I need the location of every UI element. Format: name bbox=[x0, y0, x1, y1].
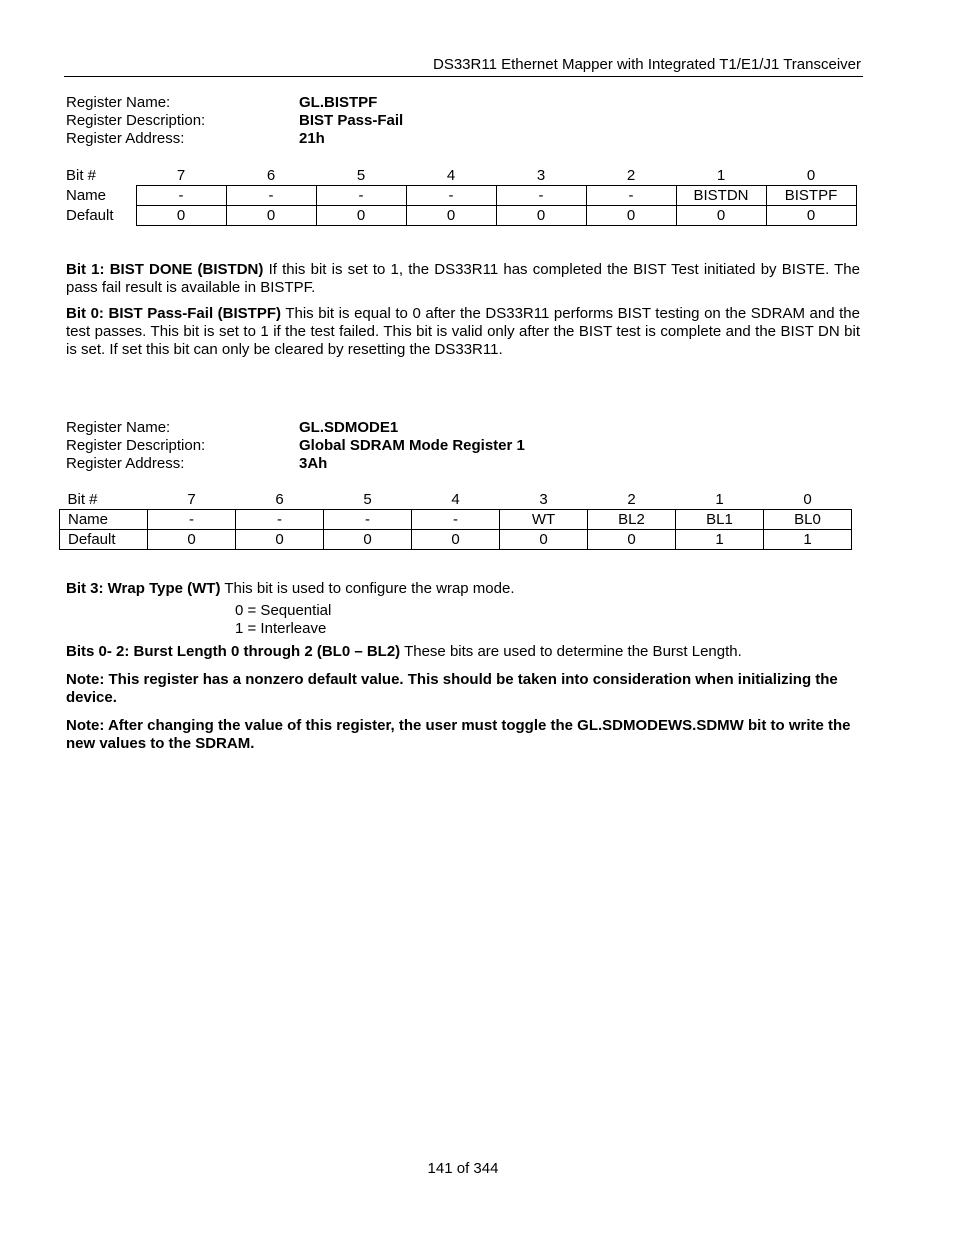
reg2-description-value: Global SDRAM Mode Register 1 bbox=[299, 437, 525, 454]
bit0-title: Bit 0: BIST Pass-Fail (BISTPF) bbox=[66, 305, 282, 322]
bit-name-cell: BISTDN bbox=[676, 186, 766, 206]
reg1-default-row bbox=[64, 206, 856, 226]
header-rule bbox=[64, 76, 863, 77]
reg1-address-label: Register Address: bbox=[66, 130, 185, 147]
bit-default-cell: 0 bbox=[676, 206, 766, 226]
bit-number: 3 bbox=[539, 490, 548, 508]
bit-number: 7 bbox=[176, 166, 186, 184]
bit-number: 5 bbox=[363, 490, 372, 508]
bit3-text: This bit is used to configure the wrap mode. bbox=[220, 580, 515, 597]
reg2-address-value: 3Ah bbox=[299, 455, 328, 472]
bits02-title: Bits 0- 2: Burst Length 0 through 2 (BL0 – BL2) bbox=[66, 643, 401, 660]
bit-number: 0 bbox=[803, 490, 812, 508]
bit-number: 5 bbox=[356, 166, 366, 184]
bit-number: 6 bbox=[266, 166, 276, 184]
note-toggle-sdmw: Note: After changing the value of this register, the user must toggle the GL.SDMODEWS.SDMW bit to write the new values to the SDRAM. bbox=[66, 717, 851, 752]
reg2-bit3-description bbox=[66, 580, 860, 598]
bit-default-cell: 0 bbox=[412, 530, 500, 550]
bit-row-label: Bit # bbox=[66, 166, 97, 184]
reg2-default-row bbox=[60, 530, 852, 550]
bit-default-cell: 0 bbox=[406, 206, 496, 226]
name-row-label: Name bbox=[66, 186, 107, 204]
bit-name-cell: - bbox=[406, 186, 496, 206]
reg2-bit-row bbox=[60, 490, 852, 510]
bit-number: 1 bbox=[715, 490, 724, 508]
bit-name-cell: - bbox=[586, 186, 676, 206]
reg1-description-value: BIST Pass-Fail bbox=[299, 112, 404, 129]
reg1-name-label: Register Name: bbox=[66, 94, 171, 111]
reg1-name-value: GL.BISTPF bbox=[299, 94, 378, 111]
bit-name-cell: BISTPF bbox=[766, 186, 856, 206]
bit-name-cell: BL1 bbox=[676, 510, 764, 530]
bit0-text: This bit is equal to 0 after the DS33R11 performs BIST testing on the SDRAM and the test passes. This bit is set to 1 if the test failed. This bit is valid only after the BIST test is complete and the BIST DN bit is set. If set this bit can only be cleared by resetting the DS33R11. bbox=[66, 305, 860, 358]
reg2-address-label: Register Address: bbox=[66, 455, 185, 472]
reg1-name-row bbox=[64, 186, 856, 206]
reg2-name-label: Register Name: bbox=[66, 419, 171, 436]
bit-name-cell: BL0 bbox=[764, 510, 852, 530]
running-header: DS33R11 Ethernet Mapper with Integrated T1/E1/J1 Transceiver bbox=[432, 56, 861, 73]
bit-default-cell: 0 bbox=[236, 530, 324, 550]
bit1-title: Bit 1: BIST DONE (BISTDN) bbox=[66, 261, 264, 278]
note-nonzero-default: Note: This register has a nonzero default value. This should be taken into consideration when initializing the device. bbox=[66, 671, 838, 706]
bit-default-cell: 0 bbox=[148, 530, 236, 550]
bit-name-cell: - bbox=[316, 186, 406, 206]
name-row-label: Name bbox=[60, 510, 148, 530]
bit-row-label: Bit # bbox=[67, 490, 98, 508]
bit-default-cell: 1 bbox=[676, 530, 764, 550]
reg2-description-label: Register Description: bbox=[66, 437, 206, 454]
bit-default-cell: 1 bbox=[764, 530, 852, 550]
bit-default-cell: 0 bbox=[586, 206, 676, 226]
bit3-title: Bit 3: Wrap Type (WT) bbox=[66, 580, 221, 597]
bit-number: 6 bbox=[275, 490, 284, 508]
default-row-label: Default bbox=[60, 530, 148, 550]
bit-number: 4 bbox=[446, 166, 456, 184]
bit-name-cell: - bbox=[496, 186, 586, 206]
bit-number: 3 bbox=[536, 166, 546, 184]
wrap-type-option: 1 = Interleave bbox=[235, 620, 327, 637]
bit1-text: If this bit is set to 1, the DS33R11 has completed the BIST Test initiated by BISTE. The pass fail result is available in BISTPF. bbox=[66, 261, 860, 296]
reg1-bit1-description bbox=[66, 261, 860, 297]
bit-name-cell: - bbox=[148, 510, 236, 530]
bit-number: 2 bbox=[626, 166, 636, 184]
bit-default-cell: 0 bbox=[500, 530, 588, 550]
reg1-bit-table bbox=[64, 166, 857, 226]
bit-default-cell: 0 bbox=[496, 206, 586, 226]
bit-name-cell: - bbox=[226, 186, 316, 206]
reg2-bits02-description bbox=[66, 643, 860, 661]
bit-default-cell: 0 bbox=[136, 206, 226, 226]
bit-default-cell: 0 bbox=[766, 206, 856, 226]
page-number: 141 of 344 bbox=[427, 1160, 499, 1177]
reg1-bit-row bbox=[64, 166, 856, 186]
bit-default-cell: 0 bbox=[324, 530, 412, 550]
bit-name-cell: - bbox=[236, 510, 324, 530]
bit-name-cell: WT bbox=[500, 510, 588, 530]
bit-number: 7 bbox=[187, 490, 196, 508]
bit-name-cell: BL2 bbox=[588, 510, 676, 530]
reg1-address-value: 21h bbox=[299, 130, 325, 147]
bit-number: 4 bbox=[451, 490, 460, 508]
bit-number: 2 bbox=[627, 490, 636, 508]
bit-default-cell: 0 bbox=[588, 530, 676, 550]
wrap-type-option: 0 = Sequential bbox=[235, 602, 332, 619]
bit-number: 0 bbox=[806, 166, 816, 184]
reg2-name-value: GL.SDMODE1 bbox=[299, 419, 399, 436]
reg1-description-label: Register Description: bbox=[66, 112, 206, 129]
bit-name-cell: - bbox=[412, 510, 500, 530]
reg1-bit0-description bbox=[66, 305, 860, 359]
bit-name-cell: - bbox=[136, 186, 226, 206]
bits02-text: These bits are used to determine the Burst Length. bbox=[400, 643, 742, 660]
bit-number: 1 bbox=[716, 166, 726, 184]
bit-default-cell: 0 bbox=[316, 206, 406, 226]
default-row-label: Default bbox=[66, 206, 114, 224]
bit-name-cell: - bbox=[324, 510, 412, 530]
reg2-name-row bbox=[60, 510, 852, 530]
reg2-bit-table bbox=[59, 490, 852, 550]
bit-default-cell: 0 bbox=[226, 206, 316, 226]
